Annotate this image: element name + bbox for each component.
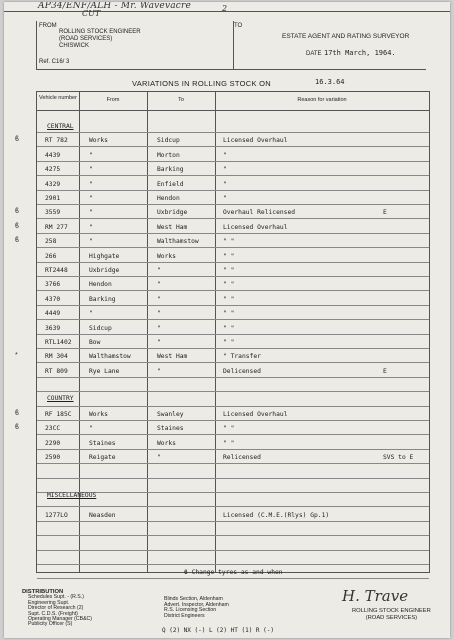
from-box [36, 21, 234, 70]
distribution-col1 [22, 595, 92, 627]
title-row [36, 79, 426, 90]
to-addressee: ESTATE AGENT AND RATING SURVEYOR [282, 33, 410, 40]
title-date: 16.3.64 [315, 78, 345, 86]
cell-to: Uxbridge [157, 209, 188, 217]
cell-vehicle: 2590 [45, 454, 61, 462]
cell-reason: " [223, 151, 227, 159]
cell-reason: " Transfer [223, 353, 261, 361]
column-header-from: From [106, 97, 120, 103]
from-line: CHISWICK [59, 43, 89, 49]
cell-to: " [157, 454, 161, 462]
cell-to: Sidcup [157, 137, 180, 145]
section-miscellaneous: MISCELLANEOUS [47, 492, 97, 499]
cell-to: Barking [157, 166, 184, 174]
cell-from: Hendon [89, 281, 112, 289]
cell-vehicle: RT 782 [45, 137, 68, 145]
to-label: TO [234, 23, 243, 29]
cell-from: Walthamstow [89, 353, 131, 361]
margin-mark: ϐ [15, 424, 20, 432]
cell-reason: " " [223, 238, 235, 246]
variations-table [15, 91, 430, 573]
row-rule [37, 550, 429, 551]
cell-to: West Ham [157, 353, 188, 361]
cell-vehicle: 258 [45, 238, 57, 246]
signature-title-line: ROLLING STOCK ENGINEER [352, 608, 431, 614]
cell-to: Morton [157, 151, 180, 159]
cell-reason: " " [223, 439, 235, 447]
handwritten-mark: 2 [222, 4, 228, 13]
reference-number: Ref. C16/ 3 [39, 59, 70, 65]
margin-mark: * [15, 352, 18, 360]
cell-vehicle: RTL1402 [45, 339, 72, 346]
cell-vehicle: RT 809 [45, 367, 68, 375]
cell-reason: Licensed Overhaul [223, 411, 288, 418]
cell-vehicle: 3559 [45, 209, 61, 217]
row-rule [37, 190, 429, 191]
signature: H. Trave [342, 587, 409, 605]
row-rule [37, 420, 429, 421]
distribution-item: Engineering Supt. [28, 599, 70, 606]
margin-mark: ϐ [15, 237, 20, 245]
cell-vehicle: RT2448 [45, 267, 68, 274]
row-rule [37, 377, 429, 378]
distribution-item: Schedules Supt. - (R.S.) [28, 594, 84, 601]
row-rule [37, 478, 429, 479]
cell-reason: " " [223, 295, 235, 303]
from-line: (ROAD SERVICES) [59, 36, 113, 42]
memo-date: 17th March, 1964. [324, 49, 396, 57]
cell-to: " [157, 295, 161, 303]
cell-to: Works [157, 252, 176, 260]
cell-reason: " " [223, 324, 235, 332]
cell-to: " [157, 310, 161, 318]
distribution-list [22, 590, 92, 628]
cell-vehicle: RM 304 [45, 353, 68, 361]
cell-reason: Licensed Overhaul [223, 137, 288, 145]
cell-from: " [89, 166, 93, 174]
cell-reason: " " [223, 425, 235, 433]
row-rule [37, 535, 429, 536]
distribution-item: District Engineers [164, 612, 205, 619]
distribution-title: DISTRIBUTION [22, 589, 64, 595]
row-rule [37, 348, 429, 349]
row-rule [37, 175, 429, 176]
cell-from: Bow [89, 339, 101, 346]
row-rule [37, 233, 429, 234]
cell-from: Neasden [89, 511, 116, 519]
row-rule [37, 334, 429, 335]
margin-mark: ϐ [15, 136, 20, 144]
cell-to: " [157, 267, 161, 274]
footer-note: ϐ Change tyres as and when [184, 569, 283, 576]
cell-vehicle: RF 185C [45, 411, 72, 418]
from-line: ROLLING STOCK ENGINEER [59, 29, 141, 35]
from-label: FROM [39, 23, 57, 29]
cell-from: Works [89, 411, 108, 418]
row-rule [37, 564, 429, 565]
cell-to: West Ham [157, 223, 188, 231]
column-header-vehicle: Vehicle number [39, 95, 77, 101]
cell-reason: Overhaul Relicensed [223, 209, 296, 217]
cell-reason: " " [223, 252, 235, 260]
from-address [59, 29, 141, 50]
cell-from: " [89, 310, 93, 318]
cell-to: " [157, 339, 161, 346]
cell-from: " [89, 209, 93, 217]
cell-vehicle: 23CC [45, 425, 61, 433]
row-rule [37, 290, 429, 291]
page-title: VARIATIONS IN ROLLING STOCK ON [132, 79, 272, 88]
cell-vehicle: 3766 [45, 281, 61, 289]
cell-from: Works [89, 137, 108, 145]
cell-to: Works [157, 439, 176, 447]
margin-mark: ϐ [15, 208, 20, 216]
row-rule [37, 262, 429, 263]
cell-from: Uxbridge [89, 267, 120, 274]
cell-from: " [89, 180, 93, 188]
cell-from: Barking [89, 295, 116, 303]
row-rule [37, 434, 429, 435]
cell-vehicle: 2290 [45, 439, 61, 447]
cell-reason: " [223, 166, 227, 174]
cell-extra: E [383, 367, 387, 375]
distribution-item: Advert. Inspector, Aldenham [164, 601, 229, 608]
cell-reason: " " [223, 281, 235, 289]
cell-to: " [157, 324, 161, 332]
cell-from: Reigate [89, 454, 116, 462]
signature-title-line: (ROAD SERVICES) [365, 614, 418, 621]
signature-title [352, 608, 431, 621]
cell-extra: E [383, 209, 387, 217]
cell-from: Staines [89, 439, 116, 447]
distribution-item: Publicity Officer (S) [28, 621, 73, 628]
margin-mark: ϐ [15, 410, 20, 417]
row-rule [37, 161, 429, 162]
cell-from: Sidcup [89, 324, 112, 332]
row-rule [37, 319, 429, 320]
row-rule [37, 247, 429, 248]
cell-reason: " [223, 195, 227, 202]
cell-reason: Licensed Overhaul [223, 223, 288, 231]
cell-from: " [89, 425, 93, 433]
cell-from: " [89, 223, 93, 231]
row-rule [37, 305, 429, 306]
column-divider [79, 92, 80, 572]
row-rule [37, 204, 429, 205]
cell-to: Staines [157, 425, 184, 433]
cell-vehicle: 4275 [45, 166, 61, 174]
cell-from: " [89, 195, 93, 202]
cell-vehicle: 4449 [45, 310, 61, 318]
to-box [232, 21, 426, 70]
header-divider [37, 110, 429, 111]
cell-vehicle: 4439 [45, 151, 61, 159]
margin-mark: ϐ [15, 222, 20, 230]
row-rule [37, 276, 429, 277]
memo-sheet [4, 2, 450, 638]
cell-reason: " " [223, 267, 235, 274]
cell-reason: Licensed (C.M.E.(Rlys) Gp.1) [223, 511, 330, 519]
cell-vehicle: 266 [45, 252, 57, 260]
cell-from: " [89, 238, 93, 246]
cell-to: Swanley [157, 411, 184, 418]
cell-to: Enfield [157, 180, 184, 188]
column-header-reason: Reason for variation [297, 97, 347, 103]
cell-vehicle: 3639 [45, 324, 61, 332]
cell-reason: " [223, 180, 227, 188]
cell-reason: " " [223, 310, 235, 318]
cell-to: " [157, 281, 161, 289]
section-country: COUNTRY [47, 395, 74, 402]
cell-reason: Relicensed [223, 454, 261, 462]
row-rule [37, 463, 429, 464]
row-rule [37, 449, 429, 450]
distribution-item: R.S. Licensing Section [164, 607, 217, 614]
row-rule [37, 362, 429, 363]
date-label: DATE [306, 51, 322, 57]
distribution-codes: Q (2) NX (-) L (2) HT (1) R (-) [162, 627, 274, 634]
column-header-to: To [178, 97, 184, 103]
handwritten-reference: AP34/ENF/ALH - Mr. Wavevacre [38, 2, 192, 11]
cell-from: " [89, 151, 93, 159]
row-rule [37, 146, 429, 147]
row-rule [37, 521, 429, 522]
row-rule [37, 391, 429, 392]
column-divider [147, 92, 148, 572]
cell-vehicle: 4370 [45, 295, 61, 303]
column-divider [215, 92, 216, 572]
distribution-item: Operating Manager (CB&C) [28, 616, 93, 623]
cell-extra: SVS to E [383, 454, 414, 462]
cell-to: " [157, 367, 161, 375]
cell-to: Hendon [157, 195, 180, 202]
distribution-col2 [164, 597, 229, 619]
row-rule [37, 506, 429, 507]
distribution-item: Director of Research (2) [28, 605, 84, 612]
cell-to: Walthamstow [157, 238, 199, 246]
cell-from: Rye Lane [89, 367, 120, 375]
section-central: CENTRAL [47, 123, 74, 130]
handwritten-cut-note: CUT [82, 9, 101, 18]
cell-vehicle: RM 277 [45, 223, 68, 231]
cell-vehicle: 1277LO [45, 511, 68, 519]
row-rule [37, 218, 429, 219]
cell-from: Highgate [89, 252, 120, 260]
cell-reason: " " [223, 339, 235, 346]
row-rule [37, 578, 429, 579]
cell-vehicle: 2901 [45, 195, 61, 202]
cell-reason: Delicensed [223, 367, 261, 375]
row-rule [37, 132, 429, 133]
distribution-item: Blinds Section, Aldenham [164, 596, 223, 602]
row-rule [37, 406, 429, 407]
cell-vehicle: 4329 [45, 180, 61, 188]
distribution-item: Supt. C.D.S. (Freight) [28, 610, 78, 617]
